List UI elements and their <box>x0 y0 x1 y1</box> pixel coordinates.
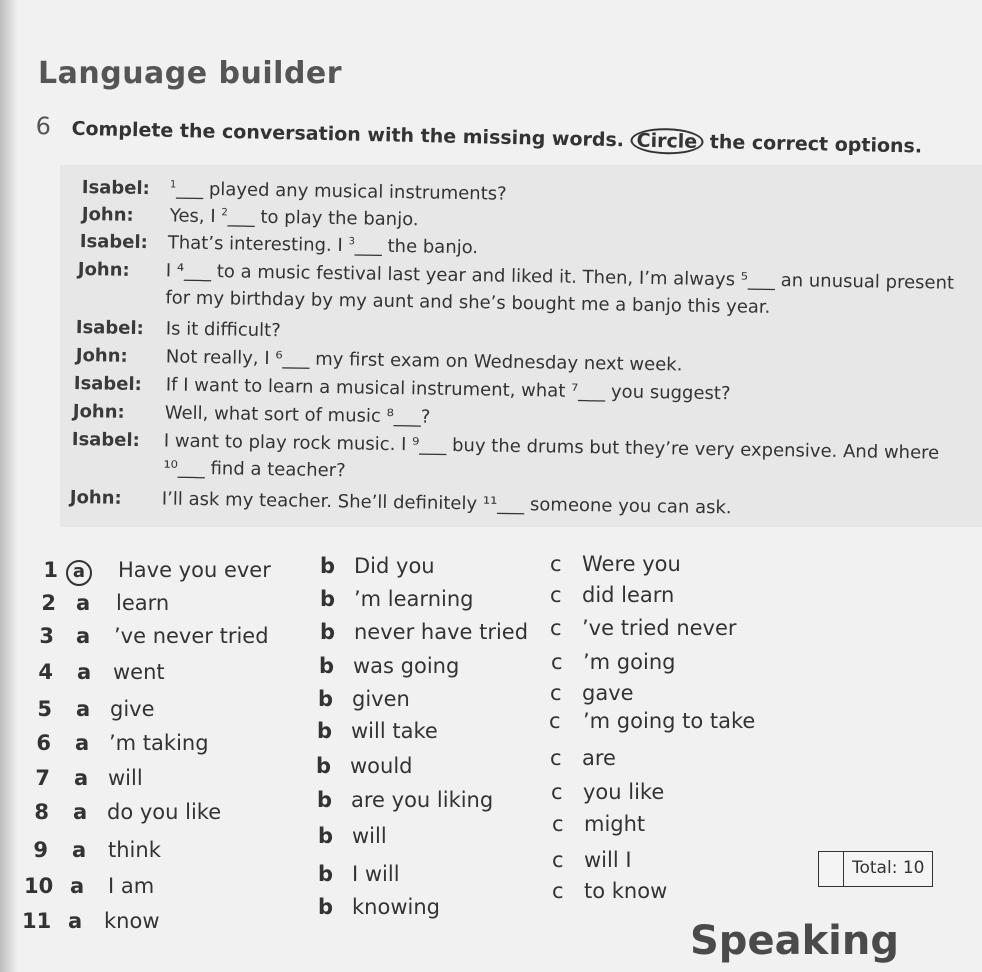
option-letter-b[interactable]: b <box>320 620 336 644</box>
line-text <box>170 178 507 204</box>
option-b[interactable]: knowing <box>352 895 440 919</box>
instruction-text-after: the correct options. <box>709 131 923 158</box>
option-letter-b[interactable]: b <box>316 754 332 778</box>
option-b[interactable]: I will <box>352 862 400 886</box>
speaker-name: John: <box>77 259 130 281</box>
option-letter-c[interactable]: c <box>550 552 562 576</box>
option-a[interactable]: went <box>113 660 165 684</box>
line-text-part: That’s interesting. I <box>167 232 349 257</box>
option-a[interactable]: Have you ever <box>118 558 271 582</box>
exercise-instruction <box>35 112 965 159</box>
instruction-text-before: Complete the conversation with the missing words. <box>71 117 625 152</box>
section-title: Language builder <box>38 56 343 91</box>
option-c[interactable]: are <box>582 746 616 770</box>
speaker-name: John: <box>75 345 128 367</box>
option-a[interactable]: think <box>108 838 161 862</box>
option-letter-a[interactable]: a <box>75 731 90 755</box>
gap-number: 1 <box>169 179 177 191</box>
line-text: I ⁴___ to a music festival last year and liked it. Then, I’m always ⁵___ an unusual present <box>165 260 955 294</box>
score-blank[interactable] <box>819 852 844 886</box>
speaker-name: Isabel: <box>81 177 151 200</box>
line-text: Well, what sort of music ⁸___? <box>164 402 431 428</box>
gap-number: 2 <box>221 207 228 219</box>
speaker-name: Isabel: <box>73 373 143 396</box>
option-a[interactable]: learn <box>116 591 170 615</box>
option-c[interactable]: ’m going <box>583 650 676 674</box>
option-a[interactable]: do you like <box>107 800 222 824</box>
option-b[interactable]: would <box>350 754 413 778</box>
line-text: I’ll ask my teacher. She’ll definitely ¹¹___ someone you can ask. <box>161 488 732 519</box>
option-a[interactable]: know <box>104 909 160 933</box>
option-letter-c[interactable]: c <box>550 583 562 607</box>
option-letter-a-circled[interactable]: a <box>66 560 92 586</box>
line-text: If I want to learn a musical instrument, what ⁷___ you suggest? <box>165 374 731 405</box>
option-letter-c[interactable]: c <box>552 812 564 836</box>
option-a[interactable]: give <box>110 697 155 721</box>
option-c[interactable]: will I <box>584 848 632 872</box>
question-number: 5 <box>37 697 52 721</box>
question-number: 11 <box>22 909 52 933</box>
option-letter-b[interactable]: b <box>318 895 334 919</box>
option-letter-b[interactable]: b <box>317 788 333 812</box>
option-letter-b[interactable]: b <box>320 587 336 611</box>
option-b[interactable]: given <box>352 687 410 711</box>
option-letter-a[interactable]: a <box>68 909 83 933</box>
line-text: Is it difficult? <box>165 318 281 342</box>
question-number: 10 <box>24 874 54 898</box>
option-letter-b[interactable]: b <box>318 824 334 848</box>
option-c[interactable]: you like <box>583 780 665 804</box>
option-b[interactable]: was going <box>353 654 460 678</box>
option-b[interactable]: ’m learning <box>354 587 474 611</box>
option-letter-a[interactable]: a <box>76 624 91 648</box>
question-number: 8 <box>34 800 49 824</box>
option-a[interactable]: ’m taking <box>109 731 209 755</box>
speaker-name: John: <box>81 204 134 226</box>
speaker-name: Isabel: <box>75 317 145 340</box>
option-c[interactable]: might <box>584 812 646 836</box>
option-letter-c[interactable]: c <box>552 848 564 872</box>
question-number: 4 <box>38 660 53 684</box>
speaker-name: John: <box>69 487 122 509</box>
option-letter-a[interactable]: a <box>73 800 88 824</box>
question-number: 7 <box>35 766 50 790</box>
question-number: 2 <box>41 591 56 615</box>
question-number: 6 <box>36 731 51 755</box>
speaker-name: Isabel: <box>79 231 149 254</box>
option-b[interactable]: Did you <box>354 554 435 578</box>
line-text <box>168 232 479 258</box>
line-text-part: ___ played any musical instruments? <box>176 178 507 205</box>
line-text-continued: ¹⁰___ find a teacher? <box>163 457 346 482</box>
line-text-continued: for my birthday by my aunt and she’s bought me a banjo this year. <box>165 287 771 318</box>
option-c[interactable]: gave <box>582 681 634 705</box>
option-c[interactable]: to know <box>584 879 668 903</box>
option-a[interactable]: ’ve never tried <box>114 624 269 648</box>
speaker-name: Isabel: <box>71 429 141 452</box>
exercise-number: 6 <box>35 112 52 141</box>
line-text: I want to play rock music. I ⁹___ buy the drums but they’re very expensive. And where <box>163 430 940 464</box>
option-letter-b[interactable]: b <box>319 654 335 678</box>
option-letter-c[interactable]: c <box>550 746 562 770</box>
option-c[interactable]: ’ve tried never <box>582 616 737 640</box>
circle-word: Circle <box>630 127 703 155</box>
option-letter-b[interactable]: b <box>320 554 336 578</box>
option-c[interactable]: ’m going to take <box>583 709 756 733</box>
conversation-box <box>60 165 982 527</box>
question-number: 1 <box>43 558 58 582</box>
option-letter-b[interactable]: b <box>317 719 333 743</box>
option-letter-a[interactable]: a <box>76 697 91 721</box>
option-a[interactable]: will <box>108 766 143 790</box>
speaker-name: John: <box>72 401 125 423</box>
option-letter-b[interactable]: b <box>318 687 334 711</box>
question-number: 3 <box>39 624 54 648</box>
question-number: 9 <box>33 838 48 862</box>
line-text: Not really, I ⁶___ my first exam on Wednesday next week. <box>165 346 683 376</box>
option-letter-c[interactable]: c <box>550 681 562 705</box>
option-b[interactable]: are you liking <box>351 788 494 812</box>
option-letter-b[interactable]: b <box>318 862 334 886</box>
total-label: Total: 10 <box>852 858 925 878</box>
option-c[interactable]: did learn <box>582 583 675 607</box>
option-letter-a[interactable]: a <box>77 660 92 684</box>
option-b[interactable]: will take <box>351 719 438 743</box>
page-edge-shadow <box>0 0 18 972</box>
option-letter-a[interactable]: a <box>74 766 89 790</box>
option-b[interactable]: never have tried <box>354 620 529 644</box>
option-letter-a[interactable]: a <box>70 874 85 898</box>
option-letter-c[interactable]: c <box>551 650 563 674</box>
line-text <box>170 205 419 230</box>
total-score-box <box>818 851 933 887</box>
option-letter-c[interactable]: c <box>550 616 562 640</box>
option-letter-c[interactable]: c <box>549 709 561 733</box>
next-section-heading: Speaking <box>690 918 899 964</box>
option-letter-c[interactable]: c <box>551 780 563 804</box>
line-text-part: Yes, I <box>169 205 222 228</box>
option-b[interactable]: will <box>352 824 387 848</box>
gap-number: 3 <box>348 236 356 248</box>
option-letter-c[interactable]: c <box>552 879 564 903</box>
option-c[interactable]: Were you <box>582 552 681 576</box>
option-letter-a[interactable]: a <box>76 591 91 615</box>
line-text-part: ___ to play the banjo. <box>227 206 419 231</box>
option-letter-a[interactable]: a <box>72 838 87 862</box>
line-text-part: ___ the banjo. <box>354 235 479 259</box>
option-a[interactable]: I am <box>108 874 155 898</box>
